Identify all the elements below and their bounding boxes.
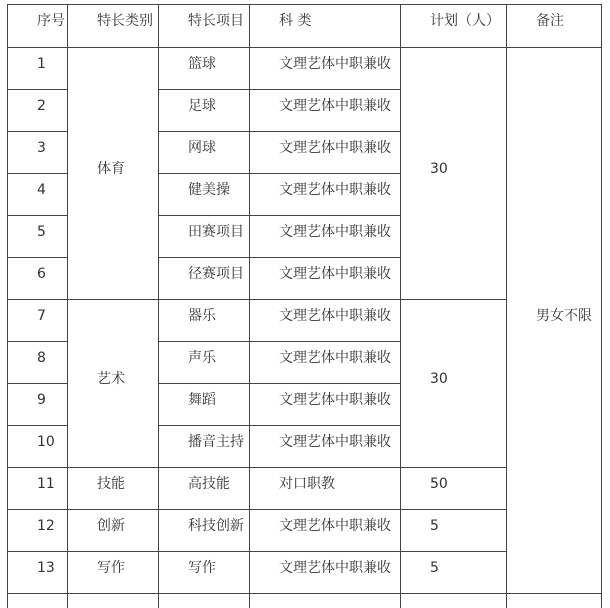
subject-cell: 文理艺体中职兼收 [279, 560, 391, 576]
border [7, 4, 8, 608]
border [7, 299, 507, 300]
item-cell: 足球 [188, 98, 216, 114]
border [158, 341, 401, 342]
seq-cell: 1 [37, 56, 46, 72]
subject-cell: 文理艺体中职兼收 [279, 182, 391, 198]
border [67, 4, 68, 608]
item-cell: 健美操 [188, 182, 230, 198]
border [601, 4, 602, 608]
item-cell: 器乐 [188, 308, 216, 324]
border [7, 509, 507, 510]
subject-cell: 文理艺体中职兼收 [279, 56, 391, 72]
border [7, 47, 602, 48]
seq-cell: 13 [37, 560, 55, 576]
border [7, 89, 68, 90]
border [158, 425, 401, 426]
plan-cell-sports: 30 [430, 161, 448, 177]
header-subject: 科 类 [279, 13, 312, 29]
seq-cell: 11 [37, 476, 55, 492]
item-cell: 科技创新 [188, 518, 244, 534]
border [7, 131, 68, 132]
item-cell: 高技能 [188, 476, 230, 492]
subject-cell: 文理艺体中职兼收 [279, 518, 391, 534]
border [158, 173, 401, 174]
seq-cell: 3 [37, 140, 46, 156]
subject-cell: 文理艺体中职兼收 [279, 392, 391, 408]
subject-cell: 文理艺体中职兼收 [279, 224, 391, 240]
seq-cell: 7 [37, 308, 46, 324]
item-cell: 径赛项目 [188, 266, 244, 282]
seq-cell: 10 [37, 434, 55, 450]
border [7, 215, 68, 216]
subject-cell: 文理艺体中职兼收 [279, 434, 391, 450]
border [400, 4, 401, 608]
header-plan: 计划（人） [430, 13, 500, 29]
border [158, 383, 401, 384]
subject-cell: 文理艺体中职兼收 [279, 140, 391, 156]
border [7, 4, 602, 5]
seq-cell: 2 [37, 98, 46, 114]
seq-cell: 5 [37, 224, 46, 240]
border [7, 425, 68, 426]
border [158, 4, 159, 608]
border [7, 467, 507, 468]
subject-cell: 文理艺体中职兼收 [279, 350, 391, 366]
plan-cell-arts: 30 [430, 371, 448, 387]
subject-cell: 文理艺体中职兼收 [279, 266, 391, 282]
item-cell: 播音主持 [188, 434, 244, 450]
header-category: 特长类别 [97, 13, 153, 29]
border [7, 383, 68, 384]
header-note: 备注 [536, 13, 564, 29]
header-item: 特长项目 [188, 13, 244, 29]
category-cell-innovation: 创新 [97, 518, 125, 534]
plan-cell-skills: 50 [430, 476, 448, 492]
plan-cell-innovation: 5 [430, 518, 439, 534]
border [158, 215, 401, 216]
header-seq: 序号 [37, 13, 65, 29]
border [7, 257, 68, 258]
plan-cell-writing: 5 [430, 560, 439, 576]
seq-cell: 4 [37, 182, 46, 198]
seq-cell: 12 [37, 518, 55, 534]
border [506, 4, 507, 608]
border [7, 593, 602, 594]
border [7, 173, 68, 174]
seq-cell: 9 [37, 392, 46, 408]
border [249, 4, 250, 608]
item-cell: 篮球 [188, 56, 216, 72]
border [158, 131, 401, 132]
category-cell-arts: 艺术 [97, 371, 125, 387]
item-cell: 舞蹈 [188, 392, 216, 408]
item-cell: 田赛项目 [188, 224, 244, 240]
seq-cell: 8 [37, 350, 46, 366]
item-cell: 声乐 [188, 350, 216, 366]
seq-cell: 6 [37, 266, 46, 282]
border [158, 89, 401, 90]
border [7, 341, 68, 342]
subject-cell: 对口职教 [279, 476, 335, 492]
border [158, 257, 401, 258]
subject-cell: 文理艺体中职兼收 [279, 98, 391, 114]
category-cell-skills: 技能 [97, 476, 125, 492]
category-cell-sports: 体育 [97, 161, 125, 177]
note-cell: 男女不限 [536, 308, 592, 324]
subject-cell: 文理艺体中职兼收 [279, 308, 391, 324]
item-cell: 写作 [188, 560, 216, 576]
border [7, 551, 507, 552]
category-cell-writing: 写作 [97, 560, 125, 576]
item-cell: 网球 [188, 140, 216, 156]
